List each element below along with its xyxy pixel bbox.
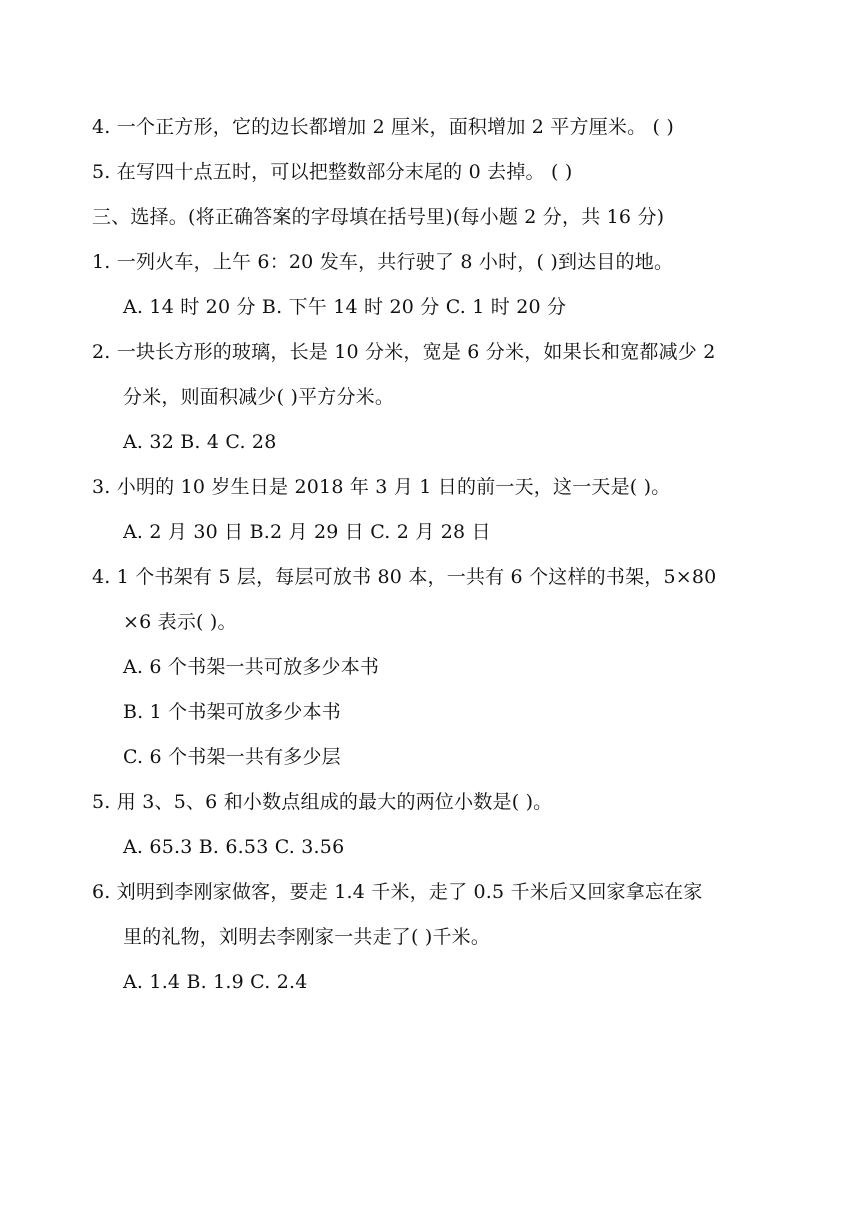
question-4-option-b: B. 1 个书架可放多少本书 [123, 701, 341, 723]
question-6-stem-line1: 6. 刘明到李刚家做客，要走 1.4 千米，走了 0.5 千米后又回家拿忘在家 [92, 881, 703, 903]
question-3-stem: 3. 小明的 10 岁生日是 2018 年 3 月 1 日的前一天，这一天是( )。 [92, 476, 671, 498]
question-6-options: A. 1.4 B. 1.9 C. 2.4 [123, 971, 308, 993]
question-6-stem-line2: 里的礼物，刘明去李刚家一共走了( )千米。 [123, 926, 491, 948]
question-2-stem-line1: 2. 一块长方形的玻璃，长是 10 分米，宽是 6 分米，如果长和宽都减少 2 [92, 341, 716, 363]
question-2-options: A. 32 B. 4 C. 28 [123, 431, 277, 453]
question-2-stem-line2: 分米，则面积减少( )平方分米。 [123, 386, 395, 408]
section-heading: 三、选择。(将正确答案的字母填在括号里)(每小题 2 分，共 16 分) [92, 206, 665, 228]
question-4-option-c: C. 6 个书架一共有多少层 [123, 746, 341, 768]
question-1-options: A. 14 时 20 分 B. 下午 14 时 20 分 C. 1 时 20 分 [123, 296, 567, 318]
question-4-option-a: A. 6 个书架一共可放多少本书 [123, 656, 380, 678]
question-4-stem-line2: ×6 表示( )。 [123, 611, 237, 633]
question-1-stem: 1. 一列火车，上午 6：20 发车，共行驶了 8 小时，( )到达目的地。 [92, 251, 674, 273]
judge-item-5: 5. 在写四十点五时，可以把整数部分末尾的 0 去掉。 ( ) [92, 161, 573, 183]
question-3-options: A. 2 月 30 日 B.2 月 29 日 C. 2 月 28 日 [123, 521, 491, 543]
judge-item-4: 4. 一个正方形，它的边长都增加 2 厘米，面积增加 2 平方厘米。 ( ) [92, 116, 675, 138]
question-5-options: A. 65.3 B. 6.53 C. 3.56 [123, 836, 345, 858]
question-5-stem: 5. 用 3、5、6 和小数点组成的最大的两位小数是( )。 [92, 791, 553, 813]
question-4-stem-line1: 4. 1 个书架有 5 层，每层可放书 80 本，一共有 6 个这样的书架，5×80 [92, 566, 717, 588]
